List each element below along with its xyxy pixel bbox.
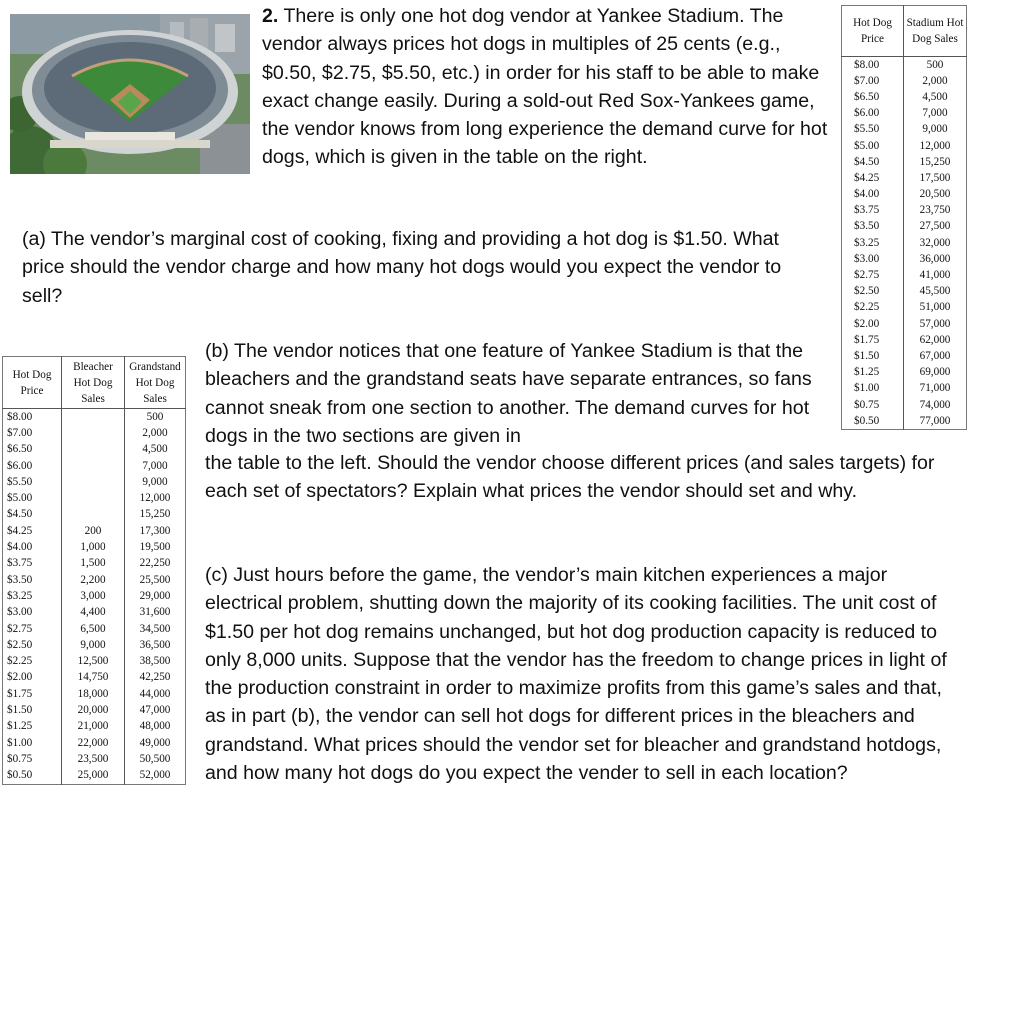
price-cell: $0.50 (854, 414, 880, 427)
price-cell: $5.50 (7, 475, 33, 488)
table-row (3, 507, 186, 523)
price-cell: $3.00 (7, 606, 33, 619)
price-cell: $4.00 (854, 188, 880, 201)
bleacher-sales-cell: 6,500 (62, 621, 125, 637)
table-row (842, 251, 967, 267)
price-cell: $1.75 (7, 687, 33, 700)
grandstand-sales-cell: 500 (125, 409, 186, 426)
bleacher-sales-cell (62, 458, 125, 474)
column-header-grandstand-sales: Grandstand Hot Dog Sales (125, 357, 186, 409)
grandstand-sales-cell: 7,000 (125, 458, 186, 474)
grandstand-sales-cell: 50,500 (125, 751, 186, 767)
price-cell: $1.25 (7, 720, 33, 733)
stadium-sales-cell: 15,250 (904, 154, 967, 170)
table-row (842, 57, 967, 74)
table-row (3, 653, 186, 669)
table-row (842, 413, 967, 430)
table-row (3, 702, 186, 718)
stadium-sales-cell: 67,000 (904, 348, 967, 364)
column-header-bleacher-sales: Bleacher Hot Dog Sales (62, 357, 125, 409)
price-cell: $5.50 (854, 123, 880, 136)
stadium-sales-cell: 51,000 (904, 300, 967, 316)
stadium-sales-cell: 23,750 (904, 203, 967, 219)
price-cell: $8.00 (7, 410, 33, 423)
table-row (3, 474, 186, 490)
price-cell: $1.50 (854, 349, 880, 362)
price-cell: $0.50 (7, 769, 33, 782)
bleacher-sales-cell: 22,000 (62, 735, 125, 751)
table-row (842, 106, 967, 122)
price-cell: $2.00 (7, 671, 33, 684)
grandstand-sales-cell: 15,250 (125, 507, 186, 523)
table-row (842, 397, 967, 413)
bleacher-sales-cell: 4,400 (62, 605, 125, 621)
intro-text: There is only one hot dog vendor at Yankee Stadium. The vendor always prices hot dogs in multiples of 25 cents (e.g., $0.50, $2.75, $5.50, etc.) in order for his staff to be able to make exact change easily. During a sold-out Red Sox-Yankees game, the vendor knows from long experience the demand curve for hot dogs, which is given in the table on the right. (262, 5, 828, 169)
grandstand-sales-cell: 38,500 (125, 653, 186, 669)
question-number: 2. (262, 5, 279, 27)
table-row (3, 523, 186, 539)
grandstand-sales-cell: 12,000 (125, 490, 186, 506)
price-cell: $6.00 (7, 459, 33, 472)
price-cell: $8.00 (854, 58, 880, 71)
price-cell: $6.50 (7, 443, 33, 456)
stadium-sales-cell: 500 (904, 57, 967, 74)
stadium-sales-cell: 32,000 (904, 235, 967, 251)
part-c-text: (c) Just hours before the game, the vendor’s main kitchen experiences a major electrical problem, shutting down the majority of its cooking facilities. The unit cost of $1.50 per hot dog remains unchanged, but hot dog production capacity is reduced to only 8,000 units. Suppose that the vendor has the freedom to change prices in light of the production constraint in order to maximize profits from this game’s sales and that, as in part (b), the vendor can sell hot dogs for different prices in the bleachers and grandstand. What prices should the vendor set for bleacher and grandstand hotdogs, and how many hot dogs do you expect the vender to sell in each location? (205, 564, 947, 785)
table-row (3, 556, 186, 572)
question-2-intro (262, 2, 837, 172)
bleacher-sales-cell: 3,000 (62, 588, 125, 604)
table-row (842, 219, 967, 235)
table-row (842, 381, 967, 397)
table-row (842, 170, 967, 186)
part-a-text: (a) The vendor’s marginal cost of cooking, fixing and providing a hot dog is $1.50. What price should the vendor charge and how many hot dogs would you expect the vendor to sell? (22, 228, 782, 307)
stadium-sales-cell: 17,500 (904, 170, 967, 186)
bleacher-sales-cell: 12,500 (62, 653, 125, 669)
bleacher-sales-cell: 25,000 (62, 768, 125, 785)
grandstand-sales-cell: 19,500 (125, 539, 186, 555)
bleacher-sales-cell: 1,500 (62, 556, 125, 572)
stadium-demand-table (841, 5, 967, 430)
table-row (842, 235, 967, 251)
bleacher-sales-cell: 14,750 (62, 670, 125, 686)
grandstand-sales-cell: 47,000 (125, 702, 186, 718)
price-cell: $2.75 (854, 269, 880, 282)
table-row (842, 73, 967, 89)
price-cell: $3.00 (854, 252, 880, 265)
stadium-sales-cell: 62,000 (904, 332, 967, 348)
table-row (842, 284, 967, 300)
stadium-sales-cell: 20,500 (904, 187, 967, 203)
price-cell: $2.25 (7, 655, 33, 668)
bleacher-sales-cell: 23,500 (62, 751, 125, 767)
table-row (3, 409, 186, 426)
stadium-sales-cell: 7,000 (904, 106, 967, 122)
bleacher-sales-cell: 21,000 (62, 719, 125, 735)
table-row (3, 735, 186, 751)
grandstand-sales-cell: 22,250 (125, 556, 186, 572)
price-cell: $1.00 (7, 736, 33, 749)
grandstand-sales-cell: 4,500 (125, 442, 186, 458)
price-cell: $0.75 (854, 398, 880, 411)
bleacher-sales-cell (62, 409, 125, 426)
table-row (3, 490, 186, 506)
price-cell: $1.50 (7, 703, 33, 716)
stadium-sales-cell: 69,000 (904, 365, 967, 381)
stadium-sales-cell: 12,000 (904, 138, 967, 154)
price-cell: $5.00 (854, 139, 880, 152)
column-header-stadium-sales: Stadium Hot Dog Sales (904, 6, 967, 57)
table-row (3, 768, 186, 785)
column-header-price: Hot Dog Price (842, 6, 904, 57)
table-row (3, 751, 186, 767)
bleacher-sales-cell: 20,000 (62, 702, 125, 718)
price-cell: $2.50 (854, 285, 880, 298)
grandstand-sales-cell: 29,000 (125, 588, 186, 604)
table-row (842, 348, 967, 364)
price-cell: $3.50 (7, 573, 33, 586)
stadium-sales-cell: 45,500 (904, 284, 967, 300)
stadium-sales-cell: 36,000 (904, 251, 967, 267)
stadium-sales-cell: 41,000 (904, 267, 967, 283)
grandstand-sales-cell: 9,000 (125, 474, 186, 490)
table-row (3, 637, 186, 653)
price-cell: $3.75 (854, 204, 880, 217)
table-row (842, 316, 967, 332)
bleacher-sales-cell: 200 (62, 523, 125, 539)
table-row (3, 442, 186, 458)
table-row (842, 187, 967, 203)
grandstand-sales-cell: 31,600 (125, 605, 186, 621)
section-table-body (3, 409, 186, 785)
grandstand-sales-cell: 2,000 (125, 425, 186, 441)
stadium-photo (10, 14, 250, 174)
grandstand-sales-cell: 25,500 (125, 572, 186, 588)
price-cell: $2.75 (7, 622, 33, 635)
bleacher-sales-cell: 18,000 (62, 686, 125, 702)
price-cell: $2.25 (854, 301, 880, 314)
bleacher-sales-cell: 2,200 (62, 572, 125, 588)
table-row (842, 154, 967, 170)
table-row (842, 332, 967, 348)
price-cell: $4.25 (7, 524, 33, 537)
price-cell: $6.00 (854, 107, 880, 120)
price-cell: $3.75 (7, 557, 33, 570)
price-cell: $3.25 (7, 589, 33, 602)
table-row (842, 365, 967, 381)
table-row (3, 621, 186, 637)
table-row (3, 605, 186, 621)
price-cell: $5.00 (7, 492, 33, 505)
price-cell: $3.25 (854, 236, 880, 249)
part-b-text: (b) The vendor notices that one feature of Yankee Stadium is that the bleachers and the grandstand seats have separate entrances, so fans cannot sneak from one section to another. The demand curves for hot dogs in the two sections are given in (205, 340, 812, 447)
grandstand-sales-cell: 44,000 (125, 686, 186, 702)
grandstand-sales-cell: 36,500 (125, 637, 186, 653)
price-cell: $7.00 (854, 74, 880, 87)
table-row (3, 425, 186, 441)
stadium-illustration (10, 14, 250, 174)
grandstand-sales-cell: 49,000 (125, 735, 186, 751)
price-cell: $1.00 (854, 382, 880, 395)
column-header-price: Hot Dog Price (3, 357, 62, 409)
table-row (842, 138, 967, 154)
stadium-sales-cell: 71,000 (904, 381, 967, 397)
price-cell: $4.00 (7, 541, 33, 554)
table-row (3, 458, 186, 474)
price-cell: $3.50 (854, 220, 880, 233)
bleacher-sales-cell: 9,000 (62, 637, 125, 653)
table-row (842, 122, 967, 138)
stadium-sales-cell: 4,500 (904, 89, 967, 105)
stadium-table-body (842, 57, 967, 430)
price-cell: $1.25 (854, 366, 880, 379)
bleacher-sales-cell (62, 425, 125, 441)
part-b-text-continued: the table to the left. Should the vendor choose different prices (and sales targets) for each set of spectators? Explain what prices the vendor should set and why. (205, 452, 935, 503)
table-row (3, 719, 186, 735)
table-row (842, 203, 967, 219)
stadium-sales-cell: 74,000 (904, 397, 967, 413)
table-row (842, 267, 967, 283)
table-row (3, 588, 186, 604)
price-cell: $4.50 (854, 155, 880, 168)
stadium-sales-cell: 2,000 (904, 73, 967, 89)
price-cell: $2.00 (854, 317, 880, 330)
grandstand-sales-cell: 42,250 (125, 670, 186, 686)
bleacher-sales-cell: 1,000 (62, 539, 125, 555)
section-demand-table (2, 356, 186, 785)
table-row (842, 89, 967, 105)
table-header-row (3, 357, 186, 409)
grandstand-sales-cell: 48,000 (125, 719, 186, 735)
price-cell: $0.75 (7, 752, 33, 765)
table-row (3, 670, 186, 686)
price-cell: $2.50 (7, 638, 33, 651)
table-row (842, 300, 967, 316)
grandstand-sales-cell: 52,000 (125, 768, 186, 785)
grandstand-sales-cell: 34,500 (125, 621, 186, 637)
stadium-sales-cell: 9,000 (904, 122, 967, 138)
price-cell: $6.50 (854, 90, 880, 103)
stadium-sales-cell: 57,000 (904, 316, 967, 332)
price-cell: $4.50 (7, 508, 33, 521)
table-row (3, 572, 186, 588)
stadium-sales-cell: 27,500 (904, 219, 967, 235)
bleacher-sales-cell (62, 474, 125, 490)
price-cell: $4.25 (854, 171, 880, 184)
price-cell: $1.75 (854, 333, 880, 346)
stadium-sales-cell: 77,000 (904, 413, 967, 430)
bleacher-sales-cell (62, 507, 125, 523)
grandstand-sales-cell: 17,300 (125, 523, 186, 539)
bleacher-sales-cell (62, 490, 125, 506)
table-row (3, 539, 186, 555)
table-header-row (842, 6, 967, 57)
price-cell: $7.00 (7, 426, 33, 439)
bleacher-sales-cell (62, 442, 125, 458)
table-row (3, 686, 186, 702)
